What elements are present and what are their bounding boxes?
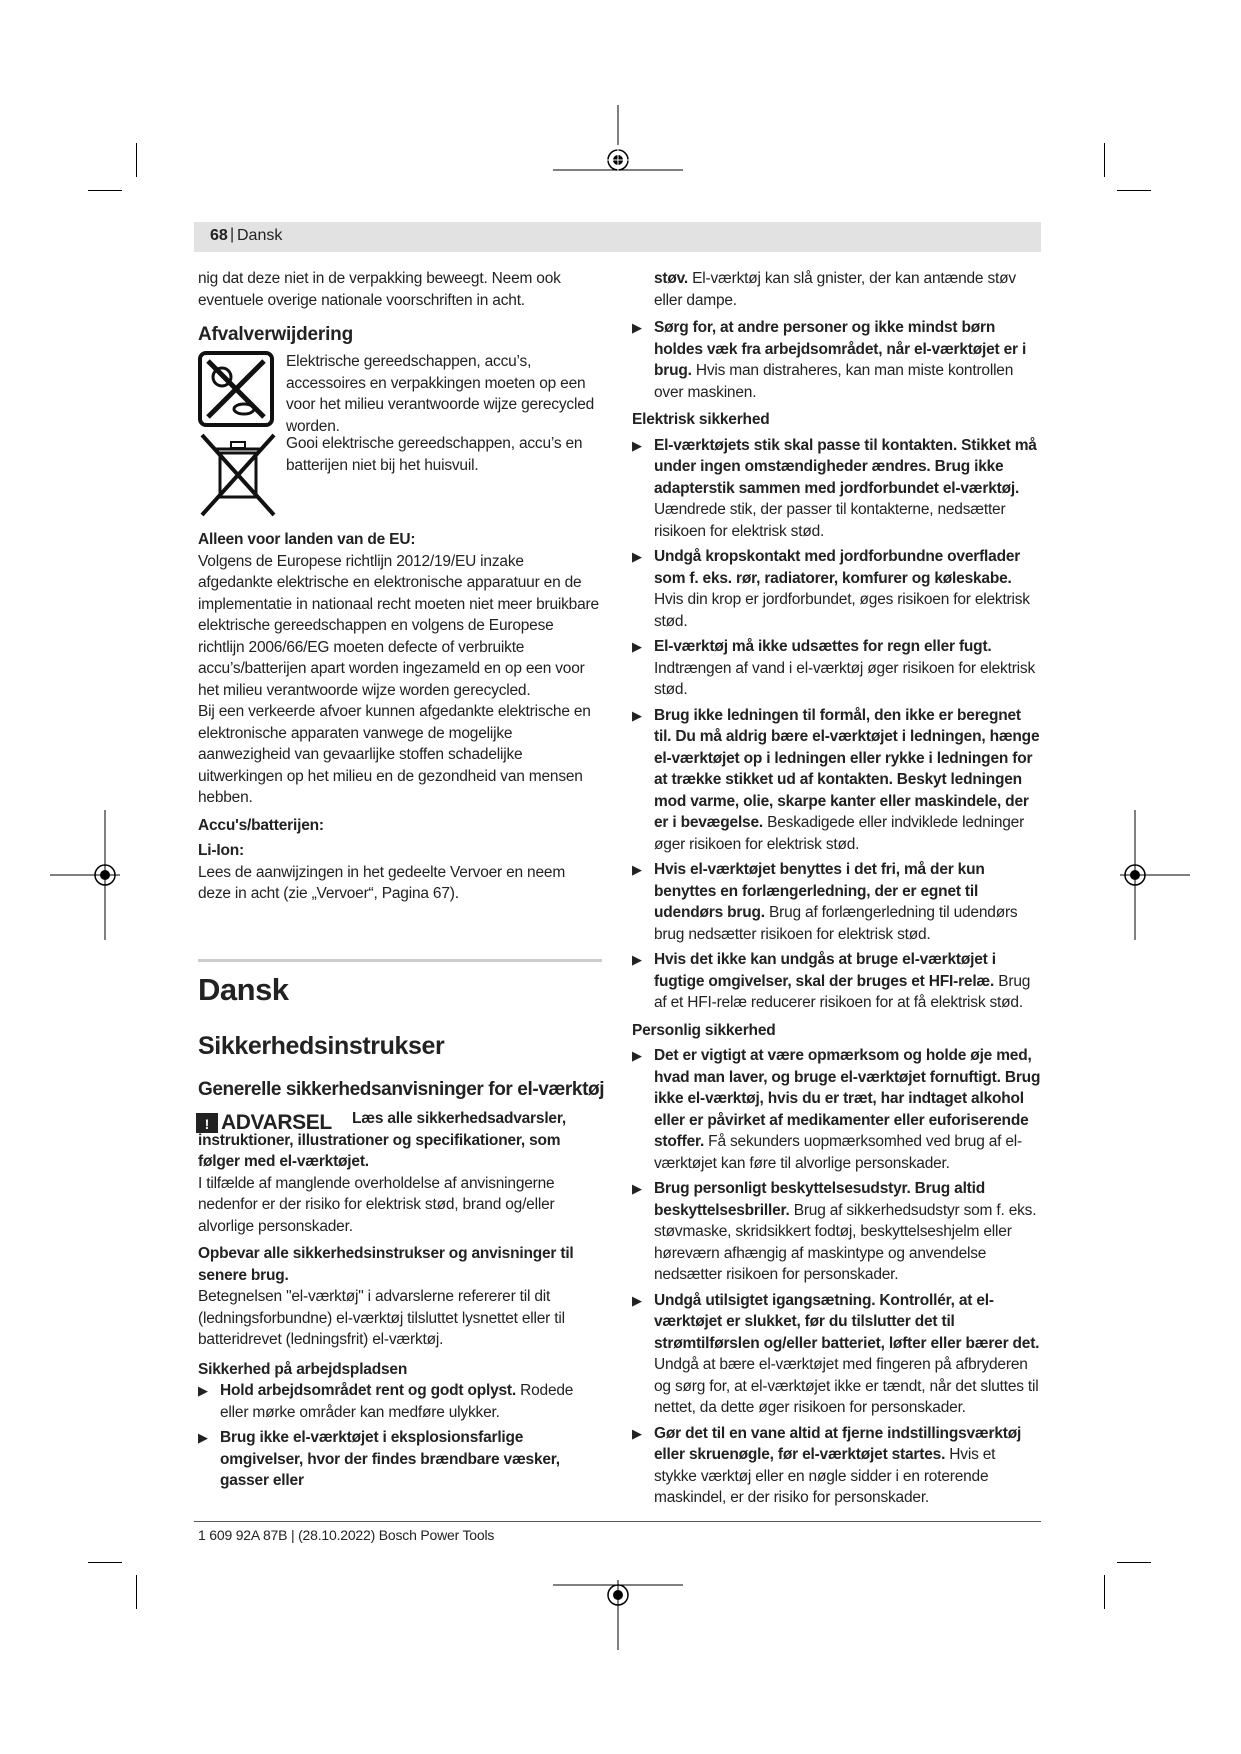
right-column: [632, 268, 1042, 1509]
list-item: ▶ Sørg for, at andre personer og ikke mindst børn holdes væk fra arbejdsområdet, når el-værktøjet er i brug. Hvis man distraheres, kan man miste kontrollen over maskinen.: [632, 319, 1027, 401]
registration-mark-icon: [50, 810, 130, 940]
page-number: 68: [210, 227, 228, 244]
crossed-bin-icon: [198, 431, 278, 519]
continued-bold: støv.: [654, 270, 689, 287]
betegnelsen-text: Betegnelsen "el-værktøj" i advarslerne refererer til dit (ledningsforbundne) el-værktøj tilsluttet lysnettet eller til batteridrevet (ledningsfrit) el-værktøj.: [198, 1288, 565, 1348]
triangle-right-icon: ▶: [632, 437, 642, 453]
opbevar-text: Opbevar alle sikkerhedsinstrukser og anvisninger til senere brug.: [198, 1245, 574, 1284]
list-item: ▶ Undgå utilsigtet igangsætning. Kontrollér, at el-værktøjet er slukket, før du tilslutter det til strømtilførslen og/eller batteriet, løfter eller bærer det. Undgå at bære el-værktøjet med fingeren på afbryderen og sørg for, at el-værktøjet ikke er tændt, når det sluttes til nettet, da dette øger risikoen for personskader.: [632, 1291, 1040, 1416]
triangle-right-icon: ▶: [632, 1181, 642, 1196]
list-item: ▶ Hvis det ikke kan undgås at bruge el-værktøjet i fugtige omgivelser, skal der bruges et HFI-relæ. Brug af et HFI-relæ reducerer risikoen for at få elektrisk stød.: [632, 951, 1031, 1011]
list-item: ▶ Undgå kropskontakt med jordforbundne overflader som f. eks. rør, radiatorer, komfurer og køleskabe. Hvis din krop er jordforbundet, øges risikoen for elektrisk stød.: [632, 548, 1030, 630]
generelle-heading: Generelle sikkerhedsanvisninger for el-værktøj: [198, 1079, 605, 1100]
triangle-right-icon: ▶: [632, 1292, 642, 1308]
list-item: ▶ Hvis el-værktøjet benyttes i det fri, må der kun benyttes en forlængerledning, der er egnet til udendørs brug. Brug af forlængerledning til udendørs brug nedsætter risikoen for elektrisk stød.: [632, 861, 1018, 943]
list-item: ▶ Brug ikke ledningen til formål, den ikke er beregnet til. Du må aldrig bære el-værktøjet i ledningen, hænge el-værktøjet op i ledningen eller rykke i ledningen for at trække stikket ud af kontakten. Beskyt ledningen mod varme, olie, skarpe kanter eller maskindele, der er i bevægelse. Beskadigede eller indviklede ledninger øger risikoen for elektrisk stød.: [632, 706, 1040, 853]
triangle-right-icon: ▶: [632, 952, 642, 967]
eu-heading: Alleen voor landen van de EU:: [198, 531, 416, 548]
list-item: ▶ Brug ikke el-værktøjet i eksplosionsfarlige omgivelser, hvor der findes brændbare væsker, gasser eller: [198, 1429, 560, 1489]
eu-text-2: Bij een verkeerde afvoer kunnen afgedankte elektrische en elektronische apparaten vanwege de mogelijke aanwezigheid van gevaarlijke stoffen schadelijke uitwerkingen op het milieu en de gezondheid van mensen hebben.: [198, 703, 591, 806]
accu-heading: Accu's/batterijen:: [198, 816, 324, 834]
list-item: ▶ El-værktøjets stik skal passe til kontakten. Stikket må under ingen omstændigheder ændres. Brug ikke adapterstik sammen med jordforbundet el-værktøj. Uændrede stik, der passer til kontakterne, nedsætter risikoen for elektrisk stød.: [632, 436, 1037, 540]
left-column: [198, 268, 600, 905]
triangle-right-icon: ▶: [632, 639, 642, 654]
list-item: ▶ Hold arbejdsområdet rent og godt oplyst. Rodede eller mørke områder kan medføre ulykker.: [198, 1382, 574, 1421]
registration-mark-icon: [553, 1570, 683, 1650]
triangle-right-icon: ▶: [632, 1048, 642, 1063]
triangle-right-icon: ▶: [632, 1425, 642, 1441]
left-column-lower: [198, 1108, 600, 1492]
list-item: ▶ Gør det til en vane altid at fjerne indstillingsværktøj eller skruenøgle, før el-værktøjet startes. Hvis et stykke værktøj eller en nøgle sidder i en roterende maskindel, er der risiko for personskader.: [632, 1424, 1022, 1506]
continued-text: El-værktøj kan slå gnister, der kan antænde støv eller dampe.: [654, 270, 1016, 309]
intro-text: nig dat deze niet in de verpakking beweegt. Neem ook eventuele overige nationale voorschriften in acht.: [198, 270, 561, 309]
liion-text: Lees de aanwijzingen in het gedeelte Vervoer en neem deze in acht (zie „Vervoer“, Pagina 67).: [198, 863, 566, 902]
advarsel-text: I tilfælde af manglende overholdelse af anvisningerne nedenfor er der risiko for elektrisk stød, brand og/eller alvorlige personskader.: [198, 1174, 555, 1235]
afval-text-1: Elektrische gereedschappen, accu’s, accessoires en verpakkingen moeten op een voor het milieu verantwoorde wijze gerecycled worden.: [286, 353, 595, 435]
header-separator: |: [230, 226, 235, 243]
triangle-right-icon: ▶: [198, 1430, 208, 1445]
section-divider: [198, 959, 602, 962]
recycling-symbol-icon: [198, 351, 274, 427]
afval-text-2: Gooi elektrische gereedschappen, accu’s en batterijen niet bij het huisvuil.: [286, 435, 583, 474]
triangle-right-icon: ▶: [632, 549, 642, 564]
list-item: ▶ Det er vigtigt at være opmærksom og holde øje med, hvad man laver, og bruge el-værktøjet fornuftigt. Brug ikke el-værktøj, hvis du er træt, har indtaget alkohol eller er påvirket af medikamenter eller euforiserende stoffer. Få sekunders uopmærksomhed ved brug af el-værktøjet kan føre til alvorlige personskader.: [632, 1047, 1041, 1172]
warning-triangle-icon: !: [196, 1113, 218, 1133]
page-header: [194, 222, 1041, 252]
dansk-title: Dansk: [198, 972, 289, 1007]
liion-heading: Li-Ion:: [198, 842, 244, 859]
triangle-right-icon: ▶: [198, 1383, 208, 1398]
registration-mark-icon: [1110, 810, 1190, 940]
arbejd-heading: Sikkerhed på arbejdspladsen: [198, 1360, 408, 1378]
sikkerhed-title: Sikkerhedsinstrukser: [198, 1032, 445, 1060]
eu-text-1: Volgens de Europese richtlijn 2012/19/EU inzake afgedankte elektrische en elektronische apparatuur en de implementatie in nationaal recht moeten niet meer bruikbare elektrische gereedschappen en volgens de Europese richtlijn 2006/66/EG moeten defecte of verbruikte accu’s/batterijen apart worden ingezameld en op een voor het milieu verantwoorde wijze worden gerecycled.: [198, 552, 599, 699]
afval-heading: Afvalverwijdering: [198, 324, 353, 345]
advarsel-bold: Læs alle sikkerhedsadvarsler, instruktioner, illustrationer og specifikationer, som følger med el-værktøjet.: [198, 1110, 566, 1170]
header-language: Dansk: [237, 227, 283, 244]
list-item: ▶ El-værktøj må ikke udsættes for regn eller fugt. Indtrængen af vand i el-værktøj øger risikoen for elektrisk stød.: [632, 638, 1036, 698]
footer-text: 1 609 92A 87B | (28.10.2022) Bosch Power Tools: [198, 1527, 495, 1543]
footer-rule: [194, 1521, 1041, 1522]
triangle-right-icon: ▶: [632, 862, 642, 877]
registration-mark-icon: [553, 105, 683, 185]
advarsel-label: ADVARSEL: [221, 1111, 332, 1134]
triangle-right-icon: ▶: [632, 707, 642, 723]
personlig-heading: Personlig sikkerhed: [632, 1021, 776, 1039]
triangle-right-icon: ▶: [632, 320, 642, 335]
list-item: ▶ Brug personligt beskyttelsesudstyr. Brug altid beskyttelsesbriller. Brug af sikkerhedsudstyr som f. eks. støvmaske, skridsikkert fodtøj, beskyttelseshjelm eller høreværn afhængig af maskintype og anvendelse nedsætter risikoen for personskader.: [632, 1180, 1037, 1283]
elektrisk-heading: Elektrisk sikkerhed: [632, 411, 770, 428]
